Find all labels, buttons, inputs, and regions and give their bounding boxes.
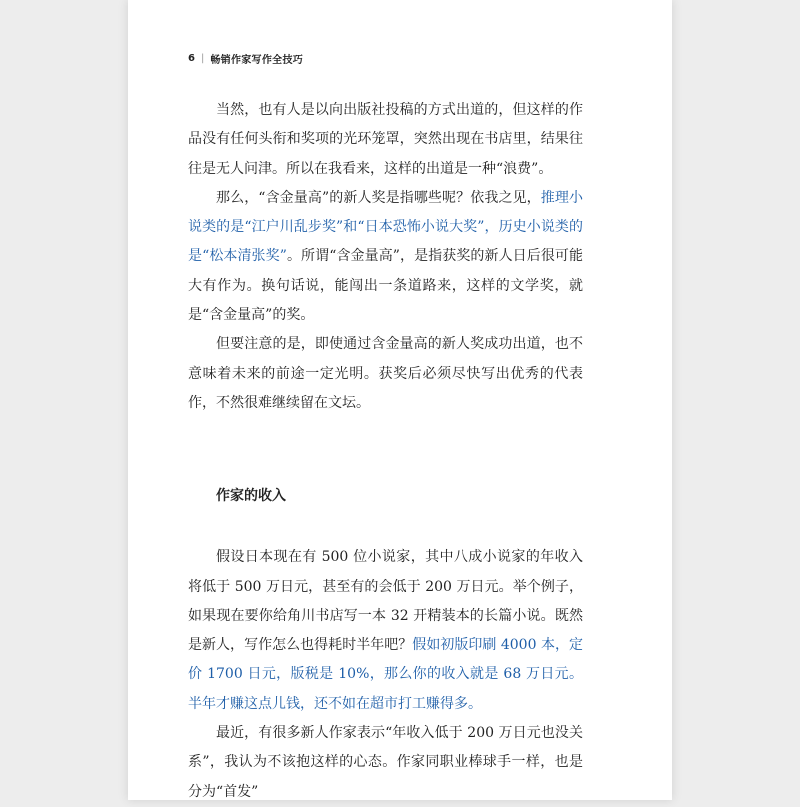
body-text: 。所谓“含金量高”，是指获奖的新人日后很可能大有作为。换句话说，能闯出一条道路来，这样的文学奖，就是“含金量高”的奖。 <box>188 248 583 324</box>
title-spacer <box>188 511 583 543</box>
highlighted-text: 推理小说类的是“江户川乱步奖”和“日本恐怖小说大奖”，历史小说类的是“松本清张奖” <box>188 189 583 265</box>
running-header <box>188 51 303 66</box>
paragraphs-part2 <box>188 543 583 807</box>
header-separator: | <box>200 53 205 64</box>
highlighted-text: 假如初版印刷 4000 本，定价 1700 日元，版税是 10%，那么你的收入就是 68 万日元。半年才赚这点儿钱，还不如在超市打工赚得多。 <box>188 637 584 712</box>
section-title: 作家的收入 <box>216 488 286 505</box>
book-page <box>128 0 672 800</box>
body-text: 当然，也有人是以向出版社投稿的方式出道的，但这样的作品没有任何头衔和奖项的光环笼罩，突然出现在书店里，结果往往是无人问津。所以在我看来，这样的出道是一种“浪费”。 <box>188 102 583 177</box>
body-text: 假设日本现在有 500 位小说家，其中八成小说家的年收入将低于 500 万日元，甚至有的会低于 200 万日元。举个例子，如果现在要你给角川书店写一本 32 开精装本的长篇小说。既然是新人，写作怎么也得耗时半年吧？ <box>188 549 583 654</box>
page-number: 6 <box>188 53 195 64</box>
paragraph <box>188 719 583 807</box>
body-text: 最近，有很多新人作家表示“年收入低于 200 万日元也没关系”，我认为不该抱这样的心态。作家同职业棒球手一样，也是分为“首发” <box>188 725 583 800</box>
paragraph <box>188 543 583 719</box>
body-text: 但要注意的是，即使通过含金量高的新人奖成功出道，也不意味着未来的前途一定光明。获奖后必须尽快写出优秀的代表作，不然很难继续留在文坛。 <box>188 336 583 411</box>
paragraph <box>188 330 583 418</box>
page-body <box>188 96 583 807</box>
paragraph <box>188 184 583 330</box>
paragraph <box>188 96 583 184</box>
body-text: 那么，“含金量高”的新人奖是指哪些呢？依我之见， <box>216 189 541 206</box>
paragraphs-part1 <box>188 96 583 418</box>
book-title: 畅销作家写作全技巧 <box>210 55 304 66</box>
